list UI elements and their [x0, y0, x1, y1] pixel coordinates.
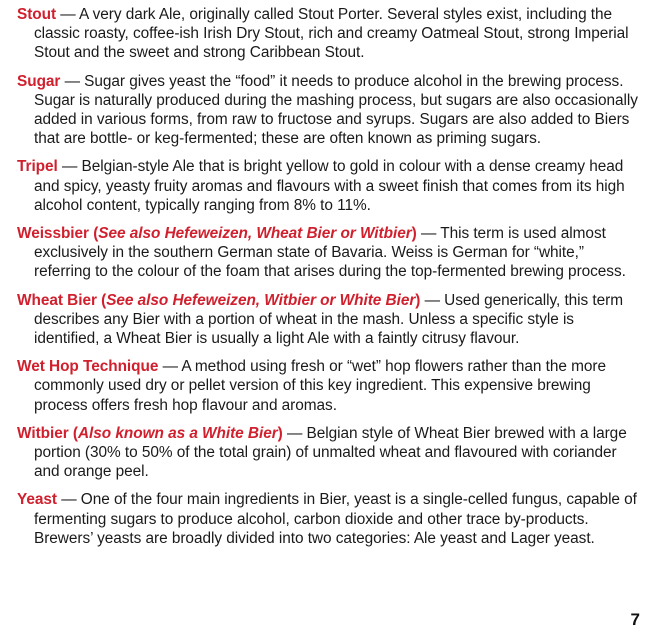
definition-weissbier: — This term is used almost exclusively in the southern German state of Bavaria. Weiss is German for “white,” referring to the colour of the foam that arises during the top-fermented brewing process. — [34, 225, 626, 281]
glossary-entry-witbier — [17, 424, 643, 482]
definition-tripel: — Belgian-style Ale that is bright yellow to gold in colour with a dense creamy head and spicy, yeasty fruity aromas and flavours with a sweet finish that comes from its high alcohol content, typically ranging from 8% to 11%. — [34, 158, 625, 214]
definition-wet-hop-technique: — A method using fresh or “wet” hop flowers rather than the more commonly used dry or pellet version of this key ingredient. This expensive brewing process offers fresh hop flavour and aromas. — [34, 358, 606, 414]
glossary-list — [17, 5, 643, 557]
definition-witbier: — Belgian style of Wheat Bier brewed with a large portion (30% to 50% of the total grain) of unmalted wheat and flavoured with coriander and orange peel. — [34, 424, 627, 481]
term-close-weissbier: ) — [411, 225, 417, 243]
glossary-entry-tripel — [17, 157, 643, 215]
term-weissbier: Weissbier ( — [17, 225, 99, 243]
term-note-weissbier: See also Hefeweizen, Wheat Bier or Witbier — [98, 225, 412, 243]
term-close-witbier: ) — [277, 424, 283, 442]
term-tripel: Tripel — [17, 158, 58, 176]
definition-wheat-bier: — Used generically, this term describes any Bier with a portion of wheat in the mash. Unless a specific style is identified, a Wheat Bier is usually a light Ale with a faintly citrusy flavour. — [34, 291, 623, 348]
glossary-entry-weissbier — [17, 224, 643, 282]
term-note-wheat-bier: See also Hefeweizen, Witbier or White Bier — [106, 291, 416, 309]
term-note-witbier: Also known as a White Bier — [77, 424, 278, 442]
glossary-entry-yeast — [17, 490, 643, 548]
term-wet-hop-technique: Wet Hop Technique — [17, 358, 159, 376]
term-wheat-bier: Wheat Bier ( — [17, 291, 107, 309]
page-number: 7 — [630, 610, 640, 629]
glossary-entry-stout — [17, 5, 643, 63]
term-stout: Stout — [17, 6, 57, 23]
definition-sugar: — Sugar gives yeast the “food” it needs to produce alcohol in the brewing process. Sugar is naturally produced during the mashing process, but sugars are also occasionally added in various forms, from raw to fructose and syrups. Sugars are also added to Biers that are bottle- or keg-fermented; these are often known as priming sugars. — [34, 72, 638, 148]
glossary-entry-sugar — [17, 72, 643, 149]
definition-yeast: — One of the four main ingredients in Bier, yeast is a single-celled fungus, capable of fermenting sugars to produce alcohol, carbon dioxide and other trace by-products. Brewers’ yeasts are broadly divided into two categories: Ale yeast and Lager yeast. — [34, 491, 637, 547]
term-witbier: Witbier ( — [17, 424, 78, 442]
term-close-wheat-bier: ) — [415, 291, 421, 309]
glossary-entry-wheat-bier — [17, 291, 643, 349]
definition-stout: — A very dark Ale, originally called Stout Porter. Several styles exist, including the classic roasty, coffee-ish Irish Dry Stout, rich and creamy Oatmeal Stout, strong Imperial Stout and the sweet and strong Caribbean Stout. — [34, 6, 629, 62]
term-yeast: Yeast — [17, 491, 57, 509]
glossary-entry-wet-hop-technique — [17, 357, 643, 415]
term-sugar: Sugar — [17, 72, 61, 90]
